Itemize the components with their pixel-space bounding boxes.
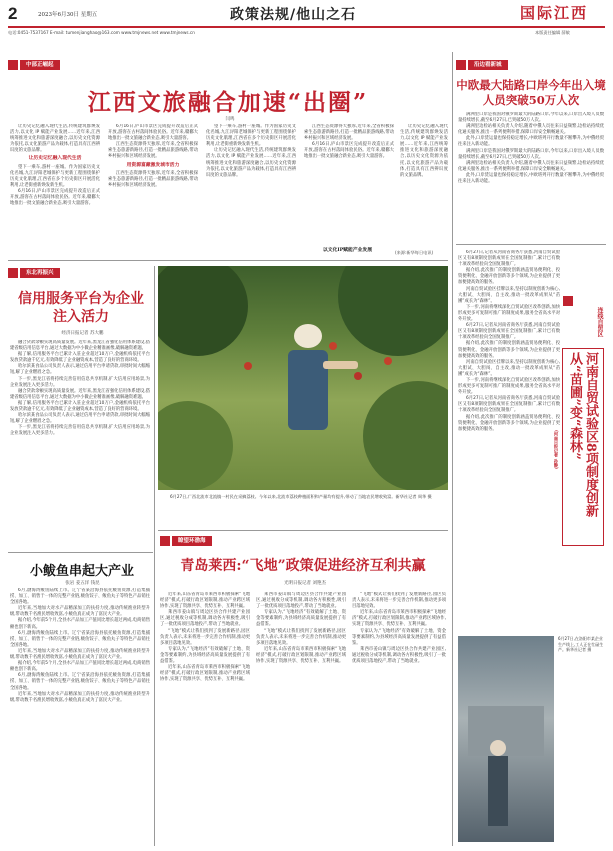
- headline-fish: 小鲅鱼串起大产业: [29, 564, 134, 579]
- headline-qingdao: 青岛莱西:“飞地”政策促进经济互利共赢: [180, 558, 426, 574]
- issue-date: 2023年6月30日 星期五: [38, 12, 98, 18]
- subhead-1: 让历史记忆融入现代生活: [28, 156, 82, 162]
- headline-port: 中欧最大陆路口岸今年出入境人员突破50万人次: [456, 78, 606, 107]
- subhead-2: 用资源富藏激发城市活力: [126, 162, 180, 168]
- editor-line: 本版责任编辑 薛敏: [535, 30, 570, 35]
- tag-square-icon: [563, 296, 573, 306]
- byline-jiangxi: 闫鸣: [225, 117, 235, 122]
- tag-square-icon: [456, 60, 466, 70]
- page-number: 2: [8, 4, 18, 23]
- lychee-photo: [158, 266, 448, 490]
- port-body: 满洲里口岸是我国对俄罗斯最大的陆路口岸,今年以来,口岸出入境人员数量持续增长,截至6月27日,已突破50万人次。 满洲里边检站相关负责人介绍,随着中俄人员往来日益频繁,边检站持续优化通关服务,推出一系列便利举措,保障口岸安全顺畅通关。 此外,口岸货运量也保持稳定增长,中欧班列开行数量不断攀升,为中俄经贸往来注入新动能。 满洲里口岸是我国对俄罗斯最大的陆路口岸,今年以来,口岸出入境人员数量持续增长,截至6月27日,已突破50万人次。 满洲里边检站相关负责人介绍,随着中俄人员往来日益频繁,边检站持续优化通关服务,推出一系列便利举措,保障口岸安全顺畅通关。 此外,口岸货运量也保持稳定增长,中欧班列开行数量不断攀升,为中俄经贸往来注入新动能。: [458, 112, 604, 185]
- fish-body: 6月,渤海湾鲅鱼陆续上市。辽宁省某沿海县依托鲅鱼资源,打造集捕捞、加工、销售于一体的完整产业链,鲅鱼饺子、鲅鱼丸子等特色产品销往全国各地。 近年来,当地加大对水产品精深加工的扶持力度,推动传统渔业转型升级,带动数千名渔民增收致富,小鲅鱼真正成为了富民大产业。 据介绍,今年前5个月,全县水产品加工产值同比增长超过两成,电商销售额也创下新高。 6月,渤海湾鲅鱼陆续上市。辽宁省某沿海县依托鲅鱼资源,打造集捕捞、加工、销售于一体的完整产业链,鲅鱼饺子、鲅鱼丸子等特色产品销往全国各地。 近年来,当地加大对水产品精深加工的扶持力度,推动传统渔业转型升级,带动数千名渔民增收致富,小鲅鱼真正成为了富民大产业。 据介绍,今年前5个月,全县水产品加工产值同比增长超过两成,电商销售额也创下新高。 6月,渤海湾鲅鱼陆续上市。辽宁省某沿海县依托鲅鱼资源,打造集捕捞、加工、销售于一体的完整产业链,鲅鱼饺子、鲅鱼丸子等特色产品销往全国各地。 近年来,当地加大对水产品精深加工的扶持力度,推动传统渔业转型升级,带动数千名渔民增收致富,小鲅鱼真正成为了富民大产业。: [10, 588, 150, 703]
- divider: [158, 530, 448, 531]
- photo-illustration: [158, 266, 448, 490]
- column-divider: [154, 266, 155, 846]
- byline-credit: 经济日报记者 苏大鹏: [61, 331, 104, 336]
- tag-coastal: 瞭望环渤海: [160, 536, 212, 546]
- photo-caption-main: 6月27日,广西北流市北流镇一村民在采摘荔枝。今年以来,北流市荔枝种植面积和产量均有提升,带动了当地农民增收致富。新华社记者 周华 摄: [170, 494, 432, 499]
- tag-free-trade-label: 连线自贸区: [596, 307, 603, 337]
- qingdao-col-2: 莱西市姜山镇与周边区县合作共建产业园区,通过税收分成等机制,调动各方积极性,吸引了一批优质项目落地投产,带动了当地就业。 专家认为,“飞地经济”有效破解了土地、资金等要素制约,为县域经济高质量发展提供了有益借鉴。 “飞地”模式让我们找到了发展新路径,园区负责人表示,未来将进一步完善合作机制,推动更多项目落地见效。 近年来,山东省青岛市莱西市积极探索“飞地经济”模式,打破行政区划限制,推动产业跨区域协作,实现了资源共享、优势互补、互利共赢。: [256, 592, 346, 665]
- tag-label: 中部正崛起: [20, 60, 60, 70]
- divider: [8, 260, 448, 261]
- photo-caption-henan: 6月27日,在洛阳市某企业生产线上,工人正在忙碌生产。新华社记者 摄: [558, 636, 604, 652]
- headline-credit: 信用服务平台为企业注入活力: [18, 291, 144, 325]
- tag-square-icon: [160, 536, 170, 546]
- jiangxi-footer-head: 以文化IP赋能产业发展: [322, 247, 373, 253]
- byline-henan: (河南日报记者 孙静): [554, 430, 559, 469]
- byline-qingdao: 光明日报记者 刘艳杰: [284, 581, 326, 586]
- tag-square-icon: [8, 268, 18, 278]
- column-divider: [452, 52, 453, 846]
- headline-jiangxi: 江西文旅融合加速“出圈”: [87, 89, 369, 116]
- byline-fish: 张岩 姜五洋 钱昆: [65, 581, 100, 586]
- header-divider: [8, 26, 605, 28]
- tag-border-city: 沿边看新城: [456, 60, 508, 70]
- jiangxi-col-5: 让历史记忆融入现代生活,传统建筑群焕发活力,以文化 IP 赋能产业发展……近年来,江西统筹推进文化和旅游深度融合,以历史文化资源为依托,以文化旅游产品为载体,打造具有江西辨识度的文旅品牌。: [400, 124, 448, 178]
- jiangxi-col-4: 江西生态资源得天独厚,近年来,全省积极探索生态旅游新路径,打造一批精品旅游线路,带动乡村振兴和区域经济发展。 6月16日,庐山市景区完成提升改造后正式开放,游客在古村落间体验民俗。近年来,赣鄱大地推出一批文旅融合新业态,吸引大量游客。: [304, 124, 394, 160]
- henan-body: 6月27日,记者从河南省商务厅获悉,河南自贸试验区又有8项制度创新成果在全国复制推广,累计已有数十项改革经验向全国复制推广。 据介绍,此次推广的制度创新涵盖贸易便利化、投资便利化、金融开放创新等多个领域,为企业提供了更加便捷高效的服务。 河南自贸试验区挂牌以来,坚持以制度创新为核心,大胆试、大胆闯、自主改,推动一批改革成果从“苗圃”成长为“森林”。 下一步,河南将继续深化自贸试验区改革创新,加快形成更多可复制可推广的制度成果,服务全省高水平对外开放。 6月27日,记者从河南省商务厅获悉,河南自贸试验区又有8项制度创新成果在全国复制推广,累计已有数十项改革经验向全国复制推广。 据介绍,此次推广的制度创新涵盖贸易便利化、投资便利化、金融开放创新等多个领域,为企业提供了更加便捷高效的服务。 河南自贸试验区挂牌以来,坚持以制度创新为核心,大胆试、大胆闯、自主改,推动一批改革成果从“苗圃”成长为“森林”。 下一步,河南将继续深化自贸试验区改革创新,加快形成更多可复制可推广的制度成果,服务全省高水平对外开放。 6月27日,记者从河南省商务厅获悉,河南自贸试验区又有8项制度创新成果在全国复制推广,累计已有数十项改革经验向全国复制推广。 据介绍,此次推广的制度创新涵盖贸易便利化、投资便利化、金融开放创新等多个领域,为企业提供了更加便捷高效的服务。: [458, 250, 560, 432]
- tag-square-icon: [8, 60, 18, 70]
- masthead-logo: 国际江西: [520, 4, 589, 22]
- headline-henan: 河南自贸试验区8项制度创新从“苗圃”变“森林”: [567, 352, 598, 518]
- jiangxi-col-2: 6月16日,庐山市景区完成提升改造后正式开放,游客在古村落间体验民俗。近年来,赣鄱大地推出一批文旅融合新业态,吸引大量游客。 江西生态资源得天独厚,近年来,全省积极探索生态旅游新路径,打造一批精品旅游线路,带动乡村振兴和区域经济发展。 用资源富藏激发城市活力 江西生态资源得天独厚,近年来,全省积极探索生态旅游新路径,打造一批精品旅游线路,带动乡村振兴和区域经济发展。: [108, 124, 198, 188]
- jiangxi-col-3: 望下一乘车,游村一座城。作为国家历史文化名城,九江浔阳老城保护与更新工程围绕保护历史文化肌理,江西省在多个历史街区开展活化利用,让老街重新焕发新生机。 让历史记忆融入现代生活,传统建筑群焕发活力,以文化 IP 赋能产业发展……近年来,江西统筹推进文化和旅游深度融合,以历史文化资源为依托,以文化旅游产品为载体,打造具有江西辨识度的文旅品牌。: [206, 124, 296, 178]
- section-title: 政策法规/他山之石: [230, 7, 357, 23]
- qingdao-col-1: 近年来,山东省青岛市莱西市积极探索“飞地经济”模式,打破行政区划限制,推动产业跨区域协作,实现了资源共享、优势互补、互利共赢。 莱西市姜山镇与周边区县合作共建产业园区,通过税收分成等机制,调动各方积极性,吸引了一批优质项目落地投产,带动了当地就业。 “飞地”模式让我们找到了发展新路径,园区负责人表示,未来将进一步完善合作机制,推动更多项目落地见效。 专家认为,“飞地经济”有效破解了土地、资金等要素制约,为县域经济高质量发展提供了有益借鉴。 近年来,山东省青岛市莱西市积极探索“飞地经济”模式,打破行政区划限制,推动产业跨区域协作,实现了资源共享、优势互补、互利共赢。: [160, 592, 250, 683]
- tag-free-trade: [563, 296, 575, 306]
- divider: [8, 552, 153, 553]
- divider: [456, 244, 606, 245]
- qingdao-col-3: “飞地”模式让我们找到了发展新路径,园区负责人表示,未来将进一步完善合作机制,推动更多项目落地见效。 近年来,山东省青岛市莱西市积极探索“飞地经济”模式,打破行政区划限制,推动产业跨区域协作,实现了资源共享、优势互补、互利共赢。 专家认为,“飞地经济”有效破解了土地、资金等要素制约,为县域经济高质量发展提供了有益借鉴。 莱西市姜山镇与周边区县合作共建产业园区,通过税收分成等机制,调动各方积极性,吸引了一批优质项目落地投产,带动了当地就业。: [352, 592, 446, 665]
- tag-northeast: 东北再振兴: [8, 268, 60, 278]
- photo-illustration: [458, 636, 554, 842]
- jiangxi-col-1: 让历史记忆融入现代生活,传统建筑群焕发活力,以文化 IP 赋能产业发展……近年来,江西统筹推进文化和旅游深度融合,以历史文化资源为依托,以文化旅游产品为载体,打造具有江西辨识度的文旅品牌。 让历史记忆融入现代生活 望下一乘车,游村一座城。作为国家历史文化名城,九江浔阳老城保护与更新工程围绕保护历史文化肌理,江西省在多个历史街区开展活化利用,让老街重新焕发新生机。 6月16日,庐山市景区完成提升改造后正式开放,游客在古村落间体验民俗。近年来,赣鄱大地推出一批文旅融合新业态,吸引大量游客。: [10, 124, 100, 207]
- credit-body: 融合贷款余额实现高质量发展。近年来,黑龙江省强化信用体系建设,搭建省级信用信息平台,通过大数据为中小微企业精准画像,破解融资难题。 据了解,信用服务平台已累计入驻企业超过10万户,金融机构依托平台发放贷款逾千亿元,有效降低了企业融资成本,营造了良好的营商环境。 哈尔滨某食品公司负责人表示,通过信用平台申请贷款,审批时间大幅缩短,解了企业燃眉之急。 下一步,黑龙江省将持续完善信用信息共享机制,扩大信用应用场景,为企业发展注入更多活力。 融合贷款余额实现高质量发展。近年来,黑龙江省强化信用体系建设,搭建省级信用信息平台,通过大数据为中小微企业精准画像,破解融资难题。 据了解,信用服务平台已累计入驻企业超过10万户,金融机构依托平台发放贷款逾千亿元,有效降低了企业融资成本,营造了良好的营商环境。 哈尔滨某食品公司负责人表示,通过信用平台申请贷款,审批时间大幅缩短,解了企业燃眉之急。 下一步,黑龙江省将持续完善信用信息共享机制,扩大信用应用场景,为企业发展注入更多活力。: [10, 340, 150, 437]
- jiangxi-source: (来源:新华每日电讯): [395, 250, 434, 255]
- factory-photo: [458, 636, 554, 842]
- tag-central: [8, 60, 60, 70]
- contact-line: 电话:0451-7537167 E-mail: tumenjianghao@163.com www.tmjnews.net www.tmjnews.cn: [8, 30, 195, 35]
